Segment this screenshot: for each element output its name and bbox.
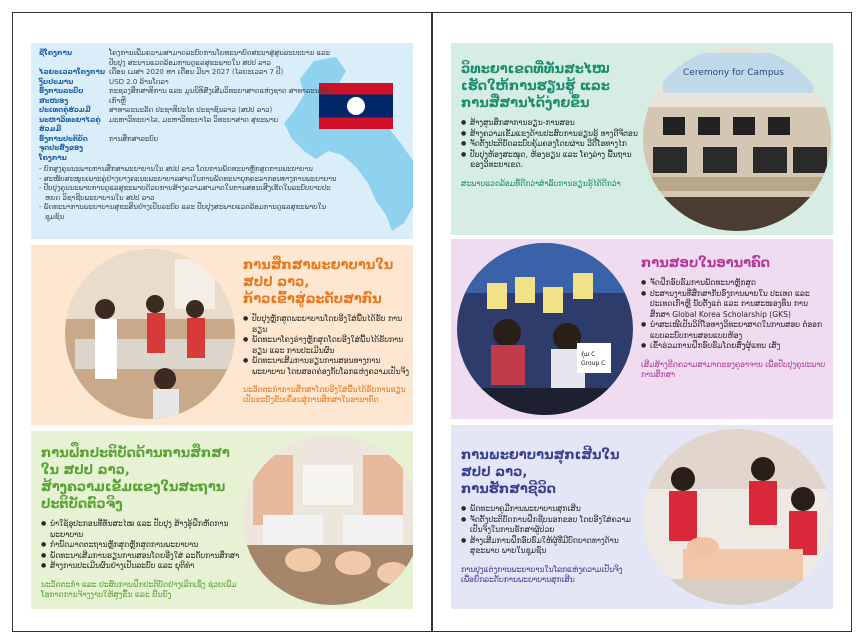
bullet-item: ● ພັດທະນາຄູມືການພະຍາບານສຸກເສີນ xyxy=(461,504,637,515)
purpose-item: - ປັບປຸງຄຸນນະພາບການດູແລສຸຂະພາບດ້ວຍການສ້າງຄວາມສາມາດໃນການສອນເສີງເຮັດໃນລະບົບບາບປະຫຍດ ວິຊາຊີບພະຍາບານໃນ ສປປ ລາວ xyxy=(39,184,331,202)
bullet-item: ● ສ້າງເສີມການຝຶກອົບຮົມໃຫ້ຜູ້ທີ່ມີບົດບາດທາງດ້ານ ສຸຂະພາບ ພາຍໃນຊຸມຊົນ xyxy=(461,536,637,557)
emergency-nursing-panel xyxy=(451,425,833,609)
exam-card-line: ກຸ່ມ C xyxy=(581,351,596,358)
computer-lab-photo xyxy=(643,47,831,231)
emergency-nursing-note: ການປຸງແຕ່ງການພະຍາບານໃນໂລກແຫ່ງຄວາມເປັນຈິງ ເພື່ອຍົກລະດັບການພະຍາບານສຸກເສີນ xyxy=(461,564,623,584)
info-row xyxy=(39,135,339,145)
exam-card-line: Group C xyxy=(581,360,606,367)
info-value: ມະຫາວິທະຍາໄລ, ມະຫາວິທະຍາໄລ ວິທະຍາສາດ ສຸຂະພາບ xyxy=(109,115,279,124)
nursing-education-text xyxy=(243,257,409,405)
title-line: ການຝຶກປະຕິບັດດ້ານການສຶກສາໃນ ສປປ ລາວ, xyxy=(41,446,230,478)
banner-text: Ceremony for Campus xyxy=(683,68,784,78)
title-line: ສ້າງຄວາມເຂັ້ມແຂງໃນສະຖານປະຕິບັດຕົວຈິງ xyxy=(41,480,226,512)
bullet-item: ● ພັດທະນາເສີມການຮຽນການສອນໂດຍອີງໃສ່ ລະດັບການສຶກສາ xyxy=(41,551,241,562)
info-value: ກະຊວງສຶກສາທິການ ແລະ ມູນນິທິສົ່ງເສີມວິທະຍາສາດແຫ່ງຊາດ ສາທາລະນະລັດເກົາຫຼີ xyxy=(109,87,334,105)
info-label: ປະເທດຄູ່ຮ່ວມມື xyxy=(39,106,91,114)
clinical-practice-text xyxy=(41,445,241,600)
bullet-item: ● ພັດທະນາເສີມການຮຽນການສອນທາງການພະຍາບານ ໂດຍສອດຄ່ອງກັບໂລກແຫ່ງຄວາມເປັນຈິງ xyxy=(243,356,409,377)
future-exam-bullets xyxy=(641,278,827,352)
project-info-panel xyxy=(31,43,413,239)
bullet-item: ● ຈັດຕັ້ງປະຕິບັດລະບົບຄຸ້ມຄອງໂດຍຜ່ານ ວີດີໂອທາງໄກ xyxy=(461,139,641,150)
clinical-practice-note: ນະວັດຕະກຳ ແລະ ປະສົບການຝຶກປະຕິບັດຢ່າງເລິກເຊິ່ງ ຊ່ວຍເພີ່ມໂອກາດການຈ້າງງານໃຫ້ສູງຂຶ້ນ ແລະ ຍືນຍົງ xyxy=(41,579,237,599)
nursing-education-note: ນະວັດຕະກຳການສຶກສາໂດຍອີງໃສ່ພື້ນໄດ້ຮັບການຮຽນ ເປັນຂະບັງຂັບເຄື່ອນສູ່ການສຶກສາໃນອານາຄົດ xyxy=(243,385,406,404)
info-row xyxy=(39,87,339,106)
bullet-item: ● ນຳໃຊ້ອຸປະກອນທີ່ທັນສະໄໝ ແລະ ປັບປຸງ ສ້າງອູ້ຝຶກຫັດການພະຍາບານ xyxy=(41,519,241,540)
emergency-nursing-bullets xyxy=(461,504,637,557)
bullet-item: ● ກຳນົດມາດຕະຖານຫຼັກສູດຫຼັກສູດການພະຍາບານ xyxy=(41,540,241,551)
info-value: ການສຶກສາລະບົບ xyxy=(109,134,159,143)
modern-campus-bullets xyxy=(461,118,641,171)
info-row xyxy=(39,106,339,116)
emergency-nursing-text xyxy=(461,447,637,585)
nursing-education-bullets xyxy=(243,314,409,377)
info-row xyxy=(39,78,339,88)
bullet-item: ● ປັບປຸງຫ້ອງສະໝຸດ, ຫ້ອງຮຽນ ແລະ ໂຄງລ່າງ ພື້ນຖານຂອງວິທະຍາເຂດ. xyxy=(461,150,641,171)
future-exam-note: ເສີມສ້າງຂີດຄວາມສາມາດຂອງຄູອາຈານ ເພື່ອປັບປຸງຄຸນະພາບການສຶກສາ xyxy=(641,359,826,379)
bullet-item: ● ນຳສະເໜີເປັນວິດີໂອທາງວິທະຍາສາດໃນການສອບ ຕໍ່ອອກແບບລະບົບການສອນແບບຫ້ອງ xyxy=(641,320,827,341)
bullet-item: ● ປະສານງານທີ່ສຶກສາກັບອົງການພາຍໃນ ປະເທດ ແລະ ປະເທດເກົາຫຼີ ນັບຕັ້ງແຕ່ ແລະ ການສະໜອງທຶນ ການສຶກສາ Global Korea Scholarship (GKS) xyxy=(641,289,827,321)
info-value: USD 2.0 ລ້ານໂດລາ xyxy=(109,77,169,86)
info-row xyxy=(39,49,339,68)
info-value: ສາທາລະນະລັດ ປະຊາທິປະໄຕ ປະຊາຊົນລາວ (ສປປ ລາວ) xyxy=(109,106,273,114)
info-label: ອົງການລະບົບສະໜອງ xyxy=(39,87,84,105)
modern-campus-panel xyxy=(451,43,833,235)
title-line: ການສຶກສາພະຍາບານໃນ ສປປ ລາວ, xyxy=(243,258,394,290)
bullet-item: ● ສ້າງການປະເມີນຜົນຢ່າງເປັນລະບົບ ແລະ ຍຸຕິທຳ xyxy=(41,561,241,572)
title-line: ການສື່ສານໄດ້ງ່າຍຂຶ້ນ xyxy=(461,96,590,111)
exam-session-photo xyxy=(457,243,633,415)
modern-campus-note: ສະພາບແວດລ້ອມທີ່ດີກວ່າສຳລັບການຮຽນຮູ້ໄດ້ດີກວ່າ xyxy=(461,178,621,188)
modern-campus-title xyxy=(461,61,641,112)
future-exam-text xyxy=(641,255,827,380)
title-line: ເຮັດໃຫ້ການຮຽນຮູ້ ແລະ xyxy=(461,79,610,94)
project-info-table xyxy=(39,49,339,222)
info-value: ໂຄງການເພີ່ມຄວາມສາມາດລະບົບການໂຍທະນາຍົດສະນາສູ່ສູນລະບະບານ ແລະ ປັບປຸງ ສະນານແວດລ້ອມການດູແລສຸຂະພາບໃນ ສປປ ລາວ xyxy=(109,49,331,67)
future-exam-panel xyxy=(451,239,833,419)
title-line: ວິທະຍາເຂດທີ່ທັນສະໄໝ xyxy=(461,62,610,77)
title-line: ການພະຍາບານສຸກເສີນໃນ ສປປ ລາວ, xyxy=(461,448,620,480)
bullet-item: ● ເຂົ້າຮ່ວມການຝຶກອົບຮົມໂດຍສົ່ງຜູ້ແທນ ເສັງ xyxy=(641,341,827,352)
classroom-photo xyxy=(65,249,235,419)
info-label: ອົງການປະຕິບັດ xyxy=(39,134,88,143)
bullet-item: ● ຈັດຝຶກອົບຮົມການພັດທະນາຫຼັກສູດ xyxy=(641,278,827,289)
title-line: ກ້າວເຂົ້າສູ່ລະດັບສາກົນ xyxy=(243,292,382,307)
right-page xyxy=(432,12,852,632)
purpose-list xyxy=(39,165,339,222)
clinical-practice-title xyxy=(41,445,241,513)
clinical-practice-bullets xyxy=(41,519,241,572)
bullet-item: ● ປັບປຸງຫຼັກສູດພະຍາບານໂດຍອີງໃສ່ພື້ນໄດ້ຮັບ ການຮຽນ xyxy=(243,314,409,335)
info-label: ຊື່ໂຄງການ xyxy=(39,49,72,57)
info-row xyxy=(39,68,339,78)
cpr-training-photo xyxy=(643,429,831,605)
nursing-education-panel xyxy=(31,245,413,425)
bullet-item: ● ພັດທະນາໂຄງຮ່າງຫຼັກສູດໂດຍອີງໃສ່ພື້ນໄດ້ຮັບການ ຮຽນ ແລະ ການປະເມີນຜົນ xyxy=(243,335,409,356)
info-row xyxy=(39,144,339,163)
nursing-education-title xyxy=(243,257,409,308)
emergency-nursing-title xyxy=(461,447,637,498)
bullet-item: ● ຈັດຕັ້ງປະຕິບັດການຝຶກຊີບນອກຂອບ ໂດຍອີງໃສ່ຄວາມເປັນຈິງໃນການຮັກສາຜູ້ປ່ວຍ xyxy=(461,515,637,536)
bullet-item: ● ສ້າງຄວາມເຂັ້ມແຂງດ້ານປະສົບການຮຽນຮູ້ ທາງດີຈີຕອນ xyxy=(461,129,641,140)
purpose-item: - ຍົກສູງຄຸນນະພາບການສຶກສາພະຍາບານໃນ ສປປ ລາວ ໂດຍການພັດທະນາຫຼັກສູດການພະຍາບານ xyxy=(39,165,313,173)
left-page xyxy=(12,12,432,632)
purpose-label: ຈຸດປະສົງຂອງໂຄງການ xyxy=(39,144,84,162)
simulation-lab-photo xyxy=(243,435,413,605)
bullet-item: ● ສ້າງສູນສຶກສາການຮຽນ-ການສອນ xyxy=(461,118,641,129)
info-row xyxy=(39,116,339,135)
info-label: ນະຫາວິທະຍາໄລຄູ່ຮ່ວມມື xyxy=(39,115,101,133)
title-line: ການຮັກສາຊີວິດ xyxy=(461,482,556,497)
modern-campus-text xyxy=(461,61,641,189)
clinical-practice-panel xyxy=(31,431,413,609)
future-exam-title: ການສອບໃນອານາຄົດ xyxy=(641,256,770,271)
info-label: ໄລຍະເວລາໂຄງການ xyxy=(39,68,105,76)
info-value: ເດືອນ ເມສາ 2020 ຫາ ເດືອນ ມີນາ 2027 (ໄລຍະເວລາ 7 ປີ) xyxy=(109,68,284,76)
purpose-item: - ພັດທະນາການພະຍາບານສຸຂະສິນຢ່າງເປັນລະບົບ ແລະ ປັບປຸງສະພາບແວດລ້ອມການດູແລສຸຂະພາບໃນຊຸມຊົນ xyxy=(39,203,327,221)
purpose-item: - ສະໜັບສະໜູນເພາະຄູ່ຢ່າງຍາງຄະນະພະຍາບາລສາດໃນການພັດທະນາບຸກຄະລາກອນທາງການພະຍາບານ xyxy=(39,174,337,183)
info-label: ງົບປະມານ xyxy=(39,77,74,86)
